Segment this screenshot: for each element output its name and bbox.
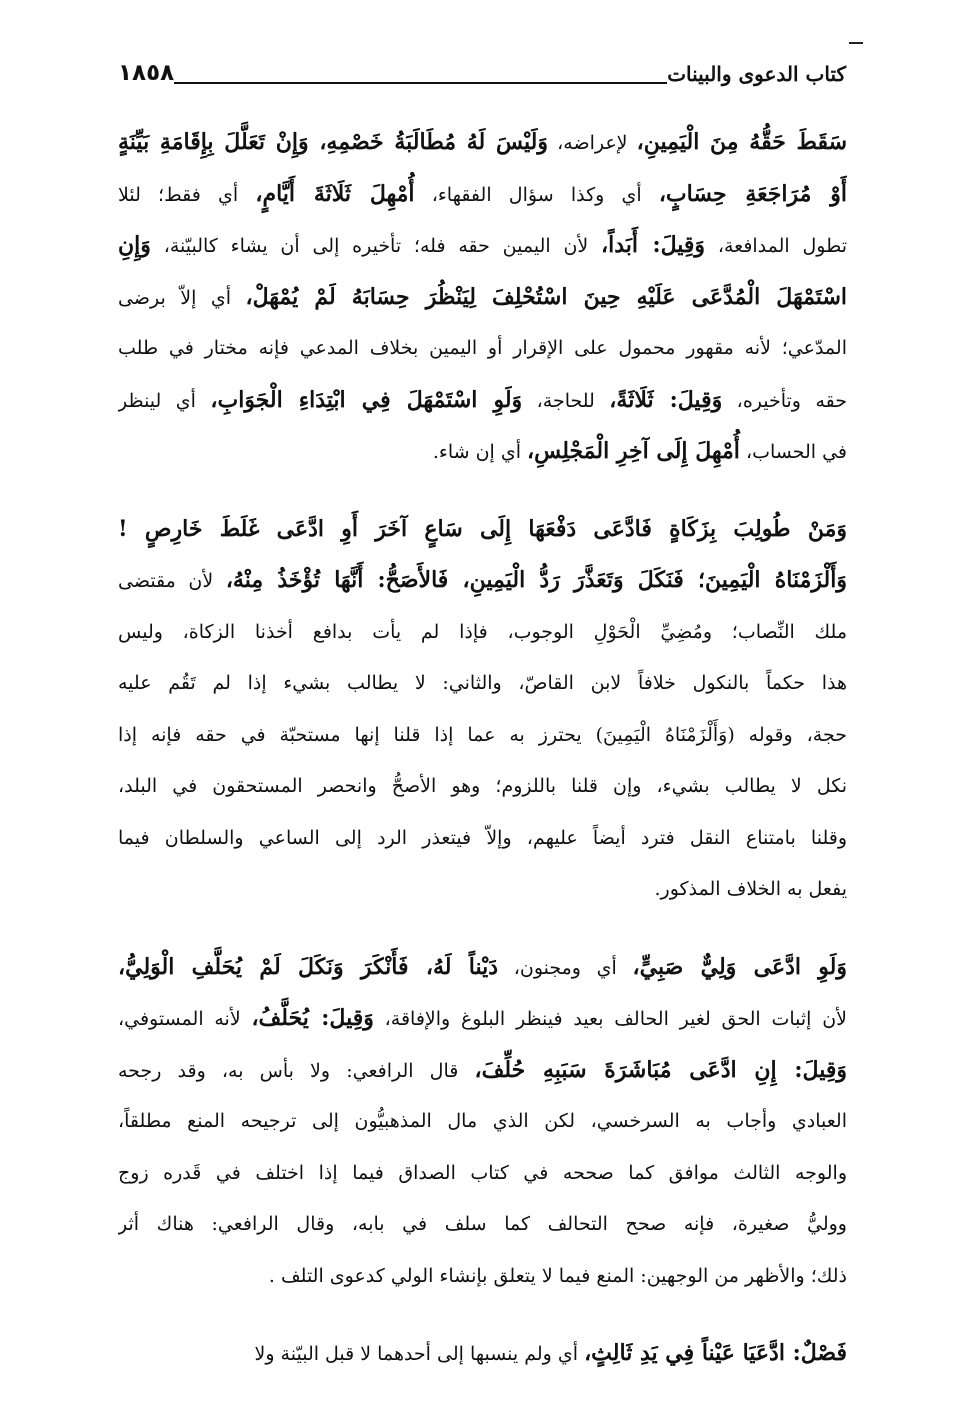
paragraph	[118, 942, 847, 1303]
text-line	[118, 220, 847, 272]
matn-text: وَقِيلَ: إِنِ ادَّعَى مُبَاشَرَةَ سَبَبِهِ حُلِّفَ،	[474, 1056, 847, 1083]
text-line	[118, 1251, 847, 1303]
text-line	[118, 658, 847, 710]
matn-text: اسْتَمْهَلَ الْمُدَّعَى عَلَيْهِ حِينَ اسْتُحْلِفَ لِيَنْظُرَ حِسَابَهُ لَمْ يُمْهَلْ،	[245, 283, 847, 310]
commentary-text: لأن اليمين حقه فله؛ تأخيره إلى أن يشاء كالبيّنة،	[150, 235, 602, 257]
matn-text: وَلَوِ اسْتَمْهَلَ فِي ابْتِدَاءِ الْجَوَابِ،	[210, 386, 523, 413]
text-line	[118, 761, 847, 813]
text-line	[118, 813, 847, 865]
paragraph	[118, 117, 847, 478]
text-line	[118, 993, 847, 1045]
commentary-text: العبادي وأجاب به السرخسي، لكن الذي مال المذهبيُّون إلى ترجيحه المنع مطلقاً،	[118, 1110, 847, 1132]
text-line	[118, 1096, 847, 1148]
commentary-text: والوجه الثالث موافق كما صححه في كتاب الصداق فيما إذا اختلف في قَدره زوج	[118, 1161, 847, 1184]
text-line	[118, 169, 847, 221]
matn-text: وَقِيلَ: ثَلَاثَةً،	[609, 386, 723, 413]
paragraph	[118, 504, 847, 916]
text-line	[118, 1045, 847, 1097]
text-line	[118, 272, 847, 324]
commentary-text: وقلنا بامتناع النقل فترد أيضاً عليهم، وإلاّ فيتعذر الرد إلى الساعي والسلطان فيما	[118, 826, 847, 849]
text-line	[118, 942, 847, 994]
commentary-text: ووليُّ صغيرة، فإنه صحح التحالف كما سلف في بابه، وقال الرافعي: هناك أثر	[118, 1213, 847, 1235]
commentary-text: ملك النِّصاب؛ ومُضِيِّ الْحَوْلِ الوجوب، فإذا لم يأت بدافع أخذنا الزكاة، وليس	[118, 620, 847, 643]
matn-text: وَلَيْسَ لَهُ مُطَالَبَةُ خَصْمِهِ، وَإِنْ تَعَلَّلَ بِإِقَامَةِ بَيِّنَةٍ	[118, 129, 549, 155]
text-line	[118, 864, 847, 916]
matn-text: دَيْناً لَهُ، فَأَنْكَرَ وَنَكَلَ لَمْ يُحَلَّفِ الْوَلِيُّ،	[118, 953, 499, 980]
commentary-text: ذلك؛ والأظهر من الوجهين: المنع فيما لا يتعلق بإنشاء الولي كدعوى التلف .	[268, 1264, 847, 1287]
matn-text: سَقَطَ حَقُّهُ مِنَ الْيَمِينِ،	[636, 129, 847, 155]
matn-text: وَمَنْ طُولِبَ بِزَكَاةٍ فَادَّعَى دَفْعَهَا إِلَى سَاعٍ آخَرَ أَوِ ادَّعَى غَلَطَ خَارِصٍ !	[118, 515, 847, 542]
commentary-text: لأن إثبات الحق لغير الحالف بعيد فينظر البلوغ والإفاقة،	[373, 1008, 847, 1030]
matn-text: وَإِنِ	[118, 232, 151, 258]
text-line	[118, 555, 847, 607]
commentary-text: لأن مقتضى	[118, 570, 226, 592]
commentary-text: قال الرافعي: ولا بأس به، وقد رجحه	[118, 1059, 475, 1082]
text-line	[118, 1199, 847, 1251]
page-number: ١٨٥٨	[118, 60, 175, 86]
commentary-text: أي ومجنون،	[498, 956, 633, 979]
commentary-text: أي فقط؛ لئلا	[118, 183, 256, 206]
commentary-text: أي إن شاء.	[432, 441, 528, 463]
matn-text: أُمْهِلَ إِلَى آخِرِ الْمَجْلِسِ،	[527, 438, 740, 464]
text-line	[118, 1328, 847, 1380]
commentary-text: أي لينظر	[118, 389, 211, 412]
commentary-text: أي ولم ينسبها إلى أحدهما لا قبل البيّنة ولا	[254, 1343, 585, 1365]
book-title: كتاب الدعوى والبينات	[667, 62, 846, 86]
page-body	[118, 117, 847, 1406]
commentary-text: نكل لا يطالب بشيء، وإن قلنا باللزوم؛ وهو الأصحُّ وانحصر المستحقون في البلد،	[118, 775, 847, 797]
paragraph	[118, 1328, 847, 1380]
matn-text: وَلَوِ ادَّعَى وَلِيٌّ صَبِيٍّ،	[632, 953, 847, 980]
commentary-text: حجة، وقوله (وَأَلْزَمْنَاهُ الْيَمِينَ) يحترز به عما إذا قلنا إنها مستحبّة في حقه فإنه إذا	[118, 723, 847, 746]
commentary-text: في الحساب،	[739, 441, 847, 463]
commentary-text: المدّعي؛ لأنه مقهور محمول على الإقرار أو اليمين بخلاف المدعي فإنه مختار في طلب	[118, 337, 847, 359]
text-line	[118, 426, 847, 478]
text-line	[118, 375, 847, 427]
text-line	[118, 504, 847, 556]
matn-text: وَقِيلَ: أَبَداً،	[601, 232, 706, 258]
matn-text: أَوْ مُرَاجَعَةِ حِسَابٍ،	[658, 180, 847, 207]
commentary-text: هذا حكماً بالنكول خلافاً لابن القاصّ، والثاني: لا يطالب بشيء إذا لم تَقُم عليه	[118, 672, 847, 694]
matn-text: فَصْلٌ: ادَّعَيَا عَيْناً فِي يَدِ ثَالِثٍ،	[584, 1340, 847, 1366]
commentary-text: لأنه المستوفي،	[118, 1008, 252, 1030]
text-line	[118, 1148, 847, 1200]
matn-text: وَقِيلَ: يُحَلَّفُ،	[251, 1005, 374, 1031]
text-line	[118, 117, 847, 169]
commentary-text: يفعل به الخلاف المذكور.	[654, 878, 847, 900]
text-line	[118, 607, 847, 659]
matn-text: أُمْهِلَ ثَلَاثَةَ أَيَّامٍ،	[255, 180, 415, 207]
page-header	[112, 58, 850, 92]
commentary-text: للحاجة،	[522, 389, 610, 412]
commentary-text: أي إلاّ برضى	[118, 286, 246, 309]
commentary-text: حقه وتأخيره،	[722, 389, 847, 412]
commentary-text: لإعراضه،	[548, 132, 637, 154]
matn-text: وَأَلْزَمْنَاهُ الْيَمِينَ؛ فَنَكَلَ وَتَعَذَّرَ رَدُّ الْيَمِينِ، فَالأَصَحُّ: أَنَّهَا تُؤْخَذُ مِنْهُ،	[225, 567, 847, 593]
commentary-text: أي وكذا سؤال الفقهاء،	[414, 183, 659, 206]
text-line	[118, 323, 847, 375]
header-rule	[174, 82, 667, 84]
text-line	[118, 710, 847, 762]
corner-mark	[849, 42, 863, 44]
commentary-text: تطول المدافعة،	[705, 235, 847, 257]
